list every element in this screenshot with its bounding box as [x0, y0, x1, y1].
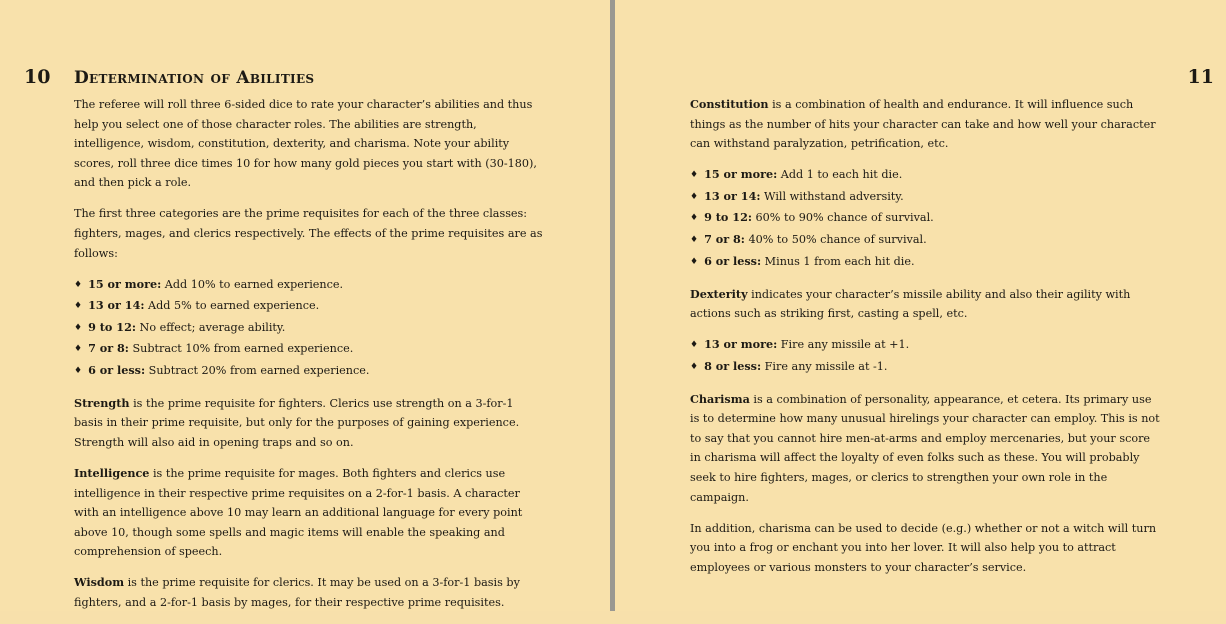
score-range: 8 or less:	[704, 358, 762, 373]
page-number: 11	[1187, 66, 1214, 88]
closing-paragraph: In addition, charisma can be used to decide (e.g.) whether or not a witch will turn you into a frog or enchant you into her lover. It will also help you to attract employees or various monsters to your character’s service.	[690, 521, 1157, 574]
intro-paragraph: The referee will roll three 6-sided dice to rate your character’s abilities and thus help you select one of those character roles. The abilities are strength, intelligence, wisdom, constitution, dexterity, and charisma. Note your ability scores, roll three dice times 10 for how many gold pieces you start with (30-180), and then pick a role.	[74, 98, 537, 190]
list-item	[690, 357, 1160, 379]
list-item	[74, 275, 544, 297]
page-number: 10	[24, 66, 51, 88]
paragraph-text: is the prime requisite for fighters. Clerics use strength on a 3-for-1 basis in their prime requisite, but only for the purposes of gaining experience. Strength will also aid in opening traps and so on.	[74, 396, 520, 450]
score-range: 13 or 14:	[88, 298, 145, 313]
score-range: 7 or 8:	[704, 231, 745, 246]
left-page-body	[74, 95, 544, 624]
list-item	[690, 252, 1160, 274]
prime-effects-list	[74, 275, 544, 383]
score-range: 9 to 12:	[704, 210, 752, 225]
term: Intelligence	[74, 466, 150, 481]
term: Strength	[74, 395, 130, 410]
effect-text: Add 1 to each hit die.	[777, 168, 903, 182]
score-range: 15 or more:	[88, 276, 162, 291]
intelligence-paragraph	[74, 464, 544, 562]
effect-text: Subtract 10% from earned experience.	[128, 342, 354, 356]
effect-text: Will withstand adversity.	[760, 189, 904, 203]
score-range: 13 or more:	[704, 337, 778, 352]
list-item	[690, 335, 1160, 357]
paragraph-text: is a combination of health and endurance. It will influence such things as the number of hits your character can take and how well your character can withstand paralyzation, petrification, etc.	[690, 98, 1156, 151]
score-range: 6 or less:	[88, 362, 146, 377]
term: Constitution	[690, 97, 769, 111]
score-range: 6 or less:	[704, 253, 762, 268]
effect-text: 60% to 90% chance of survival.	[751, 211, 934, 225]
effect-text: 40% to 50% chance of survival.	[744, 232, 927, 246]
list-item	[690, 165, 1160, 187]
dexterity-paragraph	[690, 285, 1160, 324]
effect-text: Fire any missile at +1.	[777, 338, 910, 352]
paragraph-text: is the prime requisite for clerics. It may be used on a 3-for-1 basis by fighters, and a 2-for-1 basis by mages, for their respective prime requisites.	[74, 576, 520, 610]
list-item	[690, 230, 1160, 252]
term: Wisdom	[74, 575, 125, 590]
list-item	[74, 318, 544, 340]
left-page	[0, 0, 610, 611]
term: Dexterity	[690, 286, 748, 301]
wisdom-paragraph	[74, 573, 544, 612]
constitution-effects-list	[690, 165, 1160, 273]
effect-text: Fire any missile at -1.	[761, 359, 888, 373]
effect-text: Add 10% to earned experience.	[161, 277, 344, 291]
term: Charisma	[690, 391, 750, 406]
paragraph-text: is the prime requisite for mages. Both fighters and clerics use intelligence in their respective prime requisites on a 2-for-1 basis. A character with an intelligence above 10 may learn an additional language for every point above 10, though some spells and magic items will enable the speaking and comprehension of speech.	[74, 467, 523, 559]
list-item	[690, 187, 1160, 209]
right-page	[615, 0, 1226, 611]
score-range: 13 or 14:	[704, 188, 761, 203]
list-item	[74, 296, 544, 318]
score-range: 15 or more:	[704, 167, 778, 182]
effect-text: Subtract 20% from earned experience.	[145, 363, 370, 377]
list-item	[74, 361, 544, 383]
effect-text: Minus 1 from each hit die.	[761, 254, 915, 268]
paragraph-text: is a combination of personality, appearance, et cetera. Its primary use is to determine how many unusual hirelings your character can employ. This is not to say that you cannot hire men-at-arms and employ mercenaries, but your score in charisma will affect the loyalty of even folks such as these. You will probably seek to hire fighters, mages, or clerics to strengthen your own role in the campaign.	[690, 392, 1160, 504]
score-range: 7 or 8:	[88, 341, 129, 356]
right-page-body	[690, 95, 1160, 589]
paragraph-text: indicates your character’s missile ability and also their agility with actions such as striking first, casting a spell, etc.	[690, 287, 1131, 321]
list-item	[74, 339, 544, 361]
score-range: 9 to 12:	[88, 319, 136, 334]
dexterity-effects-list	[690, 335, 1160, 378]
charisma-paragraph	[690, 390, 1160, 508]
list-item	[690, 208, 1160, 230]
effect-text: Add 5% to earned experience.	[144, 299, 320, 313]
effect-text: No effect; average ability.	[135, 320, 286, 334]
prime-requisites-paragraph: The first three categories are the prime requisites for each of the three classes: fighters, mages, and clerics respectively. The effects of the prime requisites are as follows:	[74, 207, 543, 260]
constitution-paragraph	[690, 95, 1160, 154]
chapter-title: Determination of Abilities	[74, 68, 315, 88]
strength-paragraph	[74, 394, 544, 453]
